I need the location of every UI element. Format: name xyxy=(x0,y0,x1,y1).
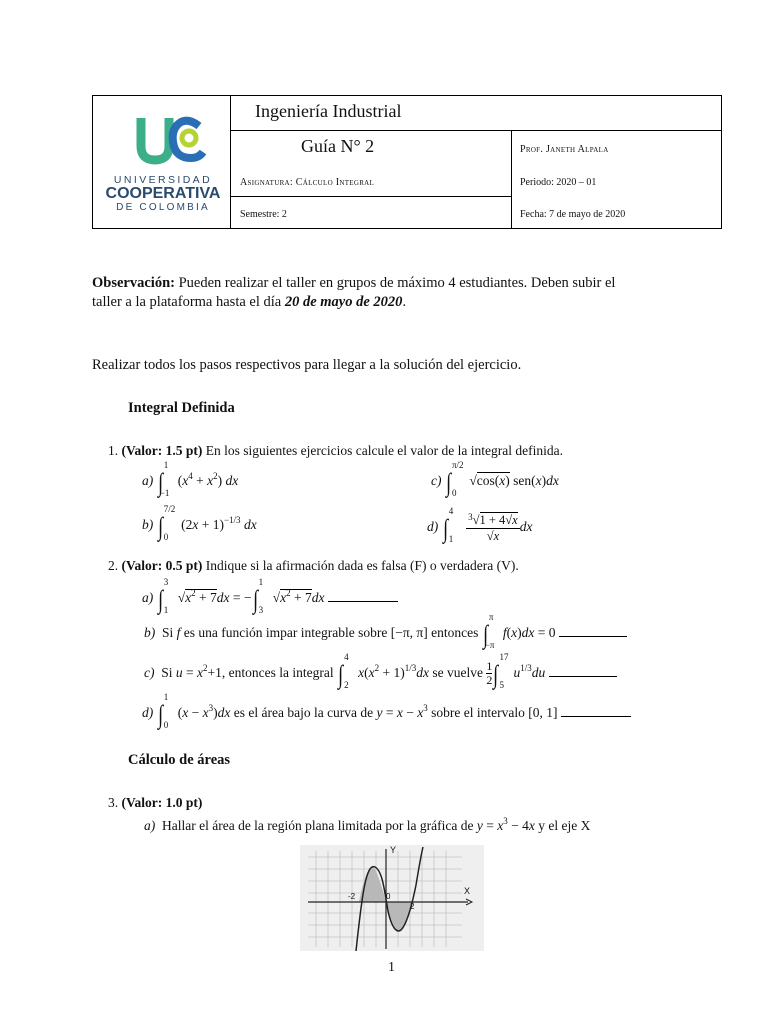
q1-a-label: a) xyxy=(142,473,154,488)
semester: Semestre: 2 xyxy=(240,209,287,220)
q2-item-a: a) ∫ 3 1 $√x^2 + 7dx$ = −∫ 1 3 $√x^2 + 7dx$ xyxy=(142,585,398,615)
observation xyxy=(92,274,732,312)
q2-text: Indique si la afirmación dada es falsa (F) o verdadera (V). xyxy=(202,558,519,573)
university-logo xyxy=(101,112,225,212)
subject-name: Asignatura: Cálculo Integral xyxy=(240,177,375,188)
header-table xyxy=(92,95,722,229)
q2-c-text1: Si xyxy=(161,665,176,680)
q2-item-b: b) Si f es una función impar integrable sobre [−π, π] entonces ∫ π −π f(x)dx = 0 xyxy=(144,620,627,650)
observation-text-1: Pueden realizar el taller en grupos de máximo 4 estudiantes. Deben subir el xyxy=(174,275,616,291)
q1-number: 1. xyxy=(108,443,119,458)
q1-item-d: d) ∫ 4 1 $\frac{^3√1 + 4√x}{√x}$ dx xyxy=(427,506,533,544)
instruction: Realizar todos los pasos respectivos para llegar a la solución del ejercicio. xyxy=(92,357,522,373)
q3-value: (Valor: 1.0 pt) xyxy=(121,795,203,810)
q3-a-text2: y el eje X xyxy=(534,818,591,833)
cubic-graph-svg xyxy=(300,845,484,951)
q2-c-text3: se vuelve xyxy=(428,665,483,680)
q2-c-text2: , entonces la integral xyxy=(221,665,334,680)
q2-number: 2. xyxy=(108,558,119,573)
guide-title: Guía N° 2 xyxy=(301,136,375,156)
logo-line-2: COOPERATIVA xyxy=(105,185,221,202)
question-2 xyxy=(108,556,519,575)
logo-line-3: DE COLOMBIA xyxy=(116,202,210,213)
professor-name: Prof. Janeth Alpala xyxy=(520,144,609,155)
q2-item-d: d) ∫ 1 0 $(x - x^3)dx$ es el área bajo la curva de $y = x - x^3$ sobre el intervalo [0, 1] xyxy=(142,700,631,730)
graph-y-label: Y xyxy=(390,845,397,855)
page-number: 1 xyxy=(388,960,395,975)
q1-d-label: d) xyxy=(427,519,439,535)
logo-mark-icon xyxy=(101,112,225,172)
q2-b-answer-blank[interactable] xyxy=(559,624,627,637)
q3-item-a: a) Hallar el área de la región plana limitada por la gráfica de $y = x^3 - 4x$ y el eje X xyxy=(144,816,591,833)
observation-deadline: 20 de mayo de 2020 xyxy=(284,294,403,310)
q2-d-answer-blank[interactable] xyxy=(561,704,631,717)
q3-a-label: a) xyxy=(144,818,156,833)
logo-line-1: UNIVERSIDAD xyxy=(113,174,213,186)
q1-c-label: c) xyxy=(431,473,442,488)
q2-b-text1: Si xyxy=(162,625,177,640)
cubic-graph xyxy=(300,845,484,951)
q2-c-answer-blank[interactable] xyxy=(549,664,617,677)
q2-a-answer-blank[interactable] xyxy=(328,589,398,602)
q2-d-text2: sobre el intervalo xyxy=(427,705,529,720)
graph-x-label: X xyxy=(464,886,471,896)
observation-text-2: taller a la plataforma hasta el día xyxy=(92,294,285,310)
period: Periodo: 2020 – 01 xyxy=(520,177,597,188)
q2-b-text2: es una función impar integrable sobre xyxy=(180,625,391,640)
observation-end: . xyxy=(402,294,407,310)
q1-text: En los siguientes ejercicios calcule el valor de la integral definida. xyxy=(202,443,563,458)
graph-tick-zero: 0 xyxy=(386,892,391,901)
q1-item-b: b) ∫ 7/2 0 $(2x + 1)^{-1/3}$ dx xyxy=(142,503,257,542)
q2-value: (Valor: 0.5 pt) xyxy=(121,558,203,573)
program-title: Ingeniería Industrial xyxy=(255,101,402,121)
q2-d-text: es el área bajo la curva de xyxy=(230,705,377,720)
graph-tick-neg: -2 xyxy=(348,892,356,901)
date: Fecha: 7 de mayo de 2020 xyxy=(520,209,626,220)
q1-b-label: b) xyxy=(142,517,154,532)
q1-item-a: a) ∫ 1 −1 $(x^4 + x^2)$ dx xyxy=(142,459,239,498)
section-calculo-areas: Cálculo de áreas xyxy=(128,752,231,768)
q1-item-c: c) ∫ π/2 0 √cos(x) sen(x)dx xyxy=(431,459,559,498)
question-1 xyxy=(108,441,563,460)
observation-label: Observación: xyxy=(92,275,175,291)
q2-b-text3: entonces xyxy=(427,625,479,640)
question-3 xyxy=(108,793,202,812)
section-integral-definida: Integral Definida xyxy=(128,400,235,416)
q3-number: 3. xyxy=(108,795,119,810)
q2-item-c: c) Si $u = x^2+1$, entonces la integral ∫ 4 2 $x(x^2 + 1)^{1/3}dx$ se vuelve $\frac{1}{2}$ ∫ 17 5 $u^{1/3}du$ xyxy=(144,660,617,690)
q3-a-text: Hallar el área de la región plana limitada por la gráfica de xyxy=(162,818,477,833)
q1-value: (Valor: 1.5 pt) xyxy=(121,443,203,458)
graph-tick-pos: 2 xyxy=(410,902,415,911)
